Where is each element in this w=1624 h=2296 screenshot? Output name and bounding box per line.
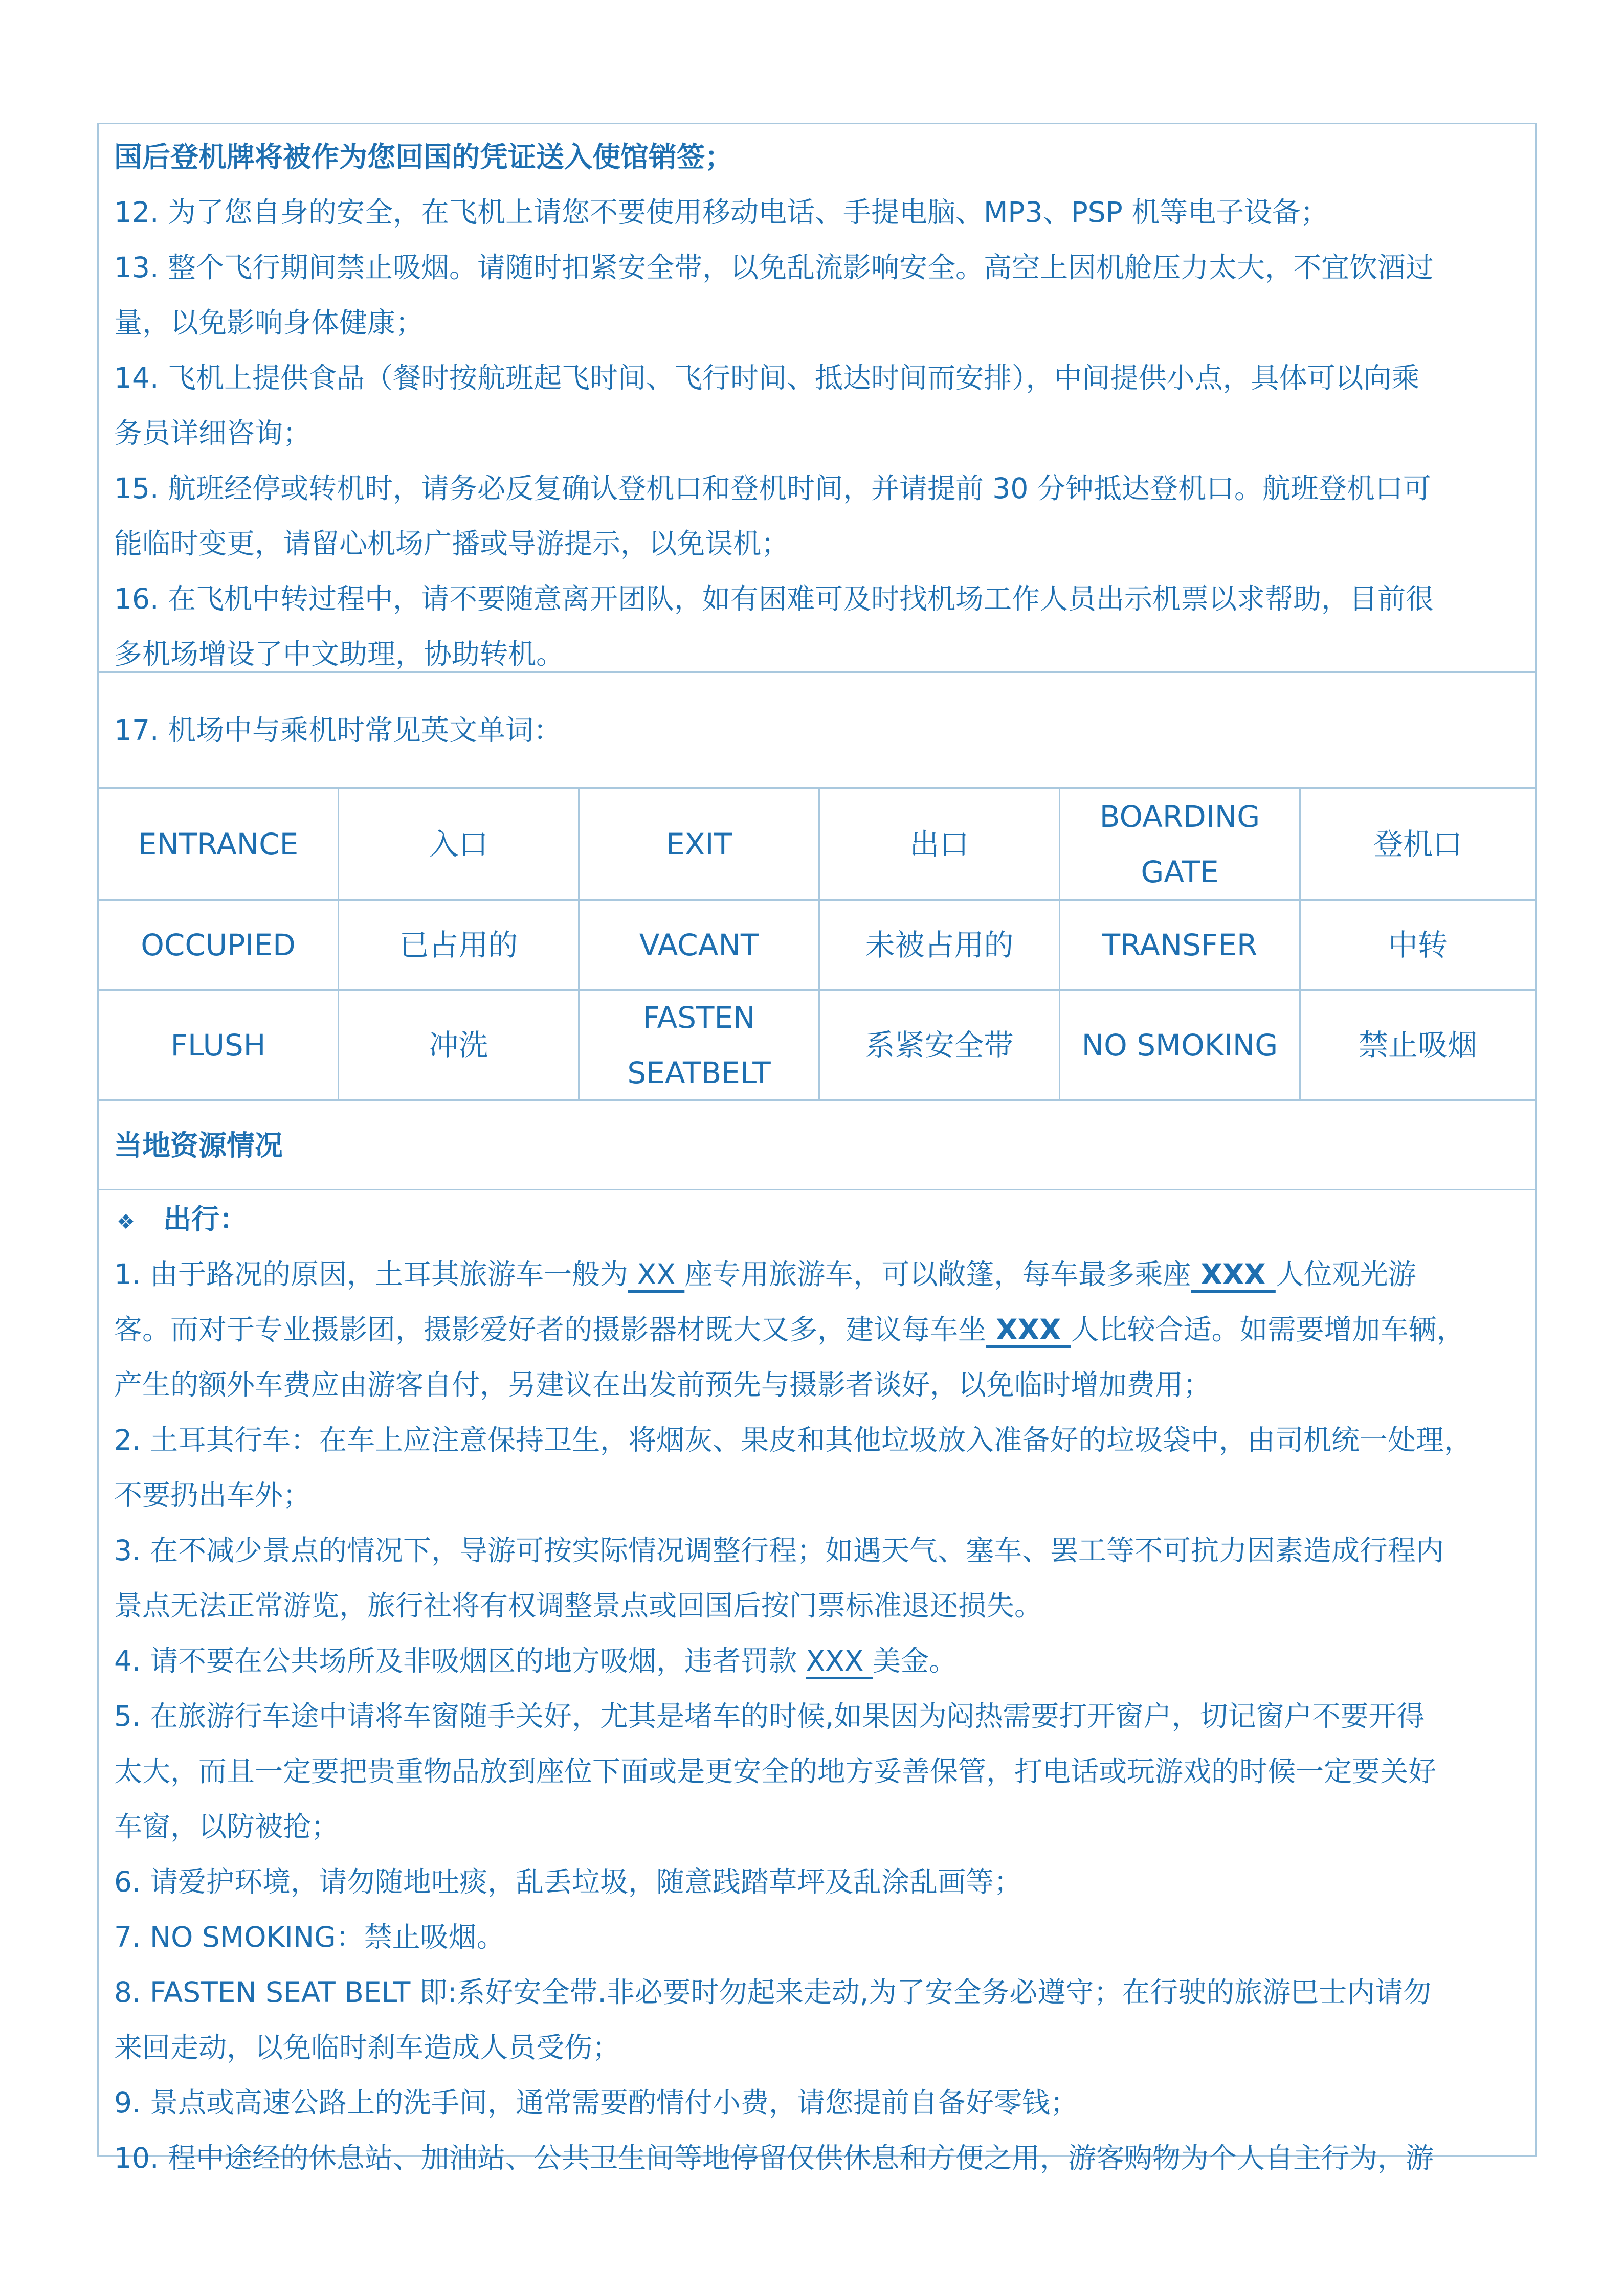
travel-item-10: 10. 程中途经的休息站、加油站、公共卫生间等地停留仅供休息和方便之用，游客购物为个人自主行为，游 xyxy=(114,2142,1434,2174)
travel-item-9: 9. 景点或高速公路上的洗手间，通常需要酌情付小费，请您提前自备好零钱； xyxy=(114,2086,1078,2119)
travel-item-3-line1: 3. 在不减少景点的情况下，导游可按实际情况调整行程；如遇天气、塞车、罢工等不可抗力因素造成行程内 xyxy=(114,1534,1444,1567)
local-resources-heading: 当地资源情况 xyxy=(114,1129,283,1162)
blank-field: XXX xyxy=(806,1645,873,1677)
travel-item-3-line2: 景点无法正常游览，旅行社将有权调整景点或回国后按门票标准退还损失。 xyxy=(114,1589,1043,1622)
text-span: 美金。 xyxy=(872,1645,957,1677)
vocab-cell: 禁止吸烟 xyxy=(1301,991,1535,1101)
vocab-heading: 17. 机场中与乘机时常见英文单词： xyxy=(114,714,562,747)
note-16-line2: 多机场增设了中文助理，协助转机。 xyxy=(114,638,565,670)
vocab-cell: FASTEN SEATBELT xyxy=(580,991,820,1101)
text-span: 4. 请不要在公共场所及非吸烟区的地方吸烟，违者罚款 xyxy=(114,1645,806,1677)
vocab-cell: EXIT xyxy=(580,789,820,901)
travel-heading-row xyxy=(114,1191,1524,1250)
vocab-cell: BOARDING GATE xyxy=(1060,789,1301,901)
note-14-line1: 14. 飞机上提供食品（餐时按航班起飞时间、飞行时间、抵达时间而安排），中间提供小点，具体可以向乘 xyxy=(114,362,1420,394)
travel-item-2-line1: 2. 土耳其行车：在车上应注意保持卫生，将烟灰、果皮和其他垃圾放入准备好的垃圾袋中，由司机统一处理， xyxy=(114,1424,1472,1456)
vocab-cell: ENTRANCE xyxy=(99,789,339,901)
vocab-cell: OCCUPIED xyxy=(99,901,339,991)
intro-line: 国后登机牌将被作为您回国的凭证送入使馆销签； xyxy=(114,141,733,173)
note-14-line2: 务员详细咨询； xyxy=(114,417,312,449)
text-span: 人位观光游 xyxy=(1275,1258,1416,1291)
blank-field: XX xyxy=(628,1258,685,1291)
note-16-line1: 16. 在飞机中转过程中，请不要随意离开团队，如有困难可及时找机场工作人员出示机票以求帮助，目前很 xyxy=(114,582,1434,615)
text-span: 1. 由于路况的原因，土耳其旅游车一般为 xyxy=(114,1258,628,1291)
vocab-cell: 入口 xyxy=(339,789,580,901)
note-15-line1: 15. 航班经停或转机时，请务必反复确认登机口和登机时间，并请提前 30 分钟抵达登机口。航班登机口可 xyxy=(114,472,1431,505)
vocab-cell: FLUSH xyxy=(99,991,339,1101)
text-span: 座专用旅游车，可以敞篷，每车最多乘座 xyxy=(684,1258,1191,1291)
vocab-cell: NO SMOKING xyxy=(1060,991,1301,1101)
vocab-table xyxy=(99,789,1535,1097)
note-12: 12. 为了您自身的安全，在飞机上请您不要使用移动电话、手提电脑、MP3、PSP 机等电子设备； xyxy=(114,196,1329,229)
travel-section xyxy=(99,1190,1535,2174)
vocab-cell: 中转 xyxy=(1301,901,1535,991)
travel-item-4 xyxy=(114,1633,1524,1689)
travel-item-8-line1: 8. FASTEN SEAT BELT 即:系好安全带.非必要时勿起来走动,为了安全务必遵守；在行驶的旅游巴士内请勿 xyxy=(114,1976,1432,2009)
vocab-cell: 已占用的 xyxy=(339,901,580,991)
vocab-cell: 出口 xyxy=(820,789,1060,901)
flight-notes-section xyxy=(99,124,1535,673)
blank-field: XXX xyxy=(986,1313,1071,1346)
travel-item-6: 6. 请爱护环境，请勿随地吐痰，乱丢垃圾，随意践踏草坪及乱涂乱画等； xyxy=(114,1865,1022,1898)
travel-item-1-line2 xyxy=(114,1302,1524,1357)
travel-item-1-line1 xyxy=(114,1247,1524,1302)
local-resources-heading-section xyxy=(99,1101,1535,1190)
text-span: 客。而对于专业摄影团，摄影爱好者的摄影器材既大又多，建议每车坐 xyxy=(114,1313,987,1346)
vocab-heading-section xyxy=(99,673,1535,789)
travel-item-5-line3: 车窗，以防被抢； xyxy=(114,1810,340,1843)
travel-heading: 出行： xyxy=(163,1203,248,1235)
travel-item-5-line2: 太大，而且一定要把贵重物品放到座位下面或是更安全的地方妥善保管，打电话或玩游戏的时候一定要关好 xyxy=(114,1755,1437,1788)
travel-item-7: 7. NO SMOKING：禁止吸烟。 xyxy=(114,1921,505,1953)
travel-item-2-line2: 不要扔出车外； xyxy=(114,1479,312,1512)
vocab-cell: TRANSFER xyxy=(1060,901,1301,991)
vocab-cell: 系紧安全带 xyxy=(820,991,1060,1101)
vocab-cell: 未被占用的 xyxy=(820,901,1060,991)
document-frame xyxy=(97,123,1537,2174)
vocab-cell: 登机口 xyxy=(1301,789,1535,901)
note-13-line2: 量，以免影响身体健康； xyxy=(114,306,424,339)
diamond-bullet-icon: ❖ xyxy=(117,1210,135,1234)
travel-item-5-line1: 5. 在旅游行车途中请将车窗随手关好，尤其是堵车的时候,如果因为闷热需要打开窗户，切记窗户不要开得 xyxy=(114,1700,1425,1732)
text-span: 人比较合适。如需要增加车辆， xyxy=(1071,1313,1465,1346)
vocab-cell: VACANT xyxy=(580,901,820,991)
blank-field: XXX xyxy=(1191,1258,1276,1291)
travel-item-8-line2: 来回走动，以免临时刹车造成人员受伤； xyxy=(114,2031,621,2064)
travel-item-1-line3: 产生的额外车费应由游客自付，另建议在出发前预先与摄影者谈好，以免临时增加费用； xyxy=(114,1368,1212,1401)
vocab-cell: 冲洗 xyxy=(339,991,580,1101)
note-13-line1: 13. 整个飞行期间禁止吸烟。请随时扣紧安全带，以免乱流影响安全。高空上因机舱压力太大，不宜饮酒过 xyxy=(114,251,1434,284)
note-15-line2: 能临时变更，请留心机场广播或导游提示，以免误机； xyxy=(114,527,790,560)
